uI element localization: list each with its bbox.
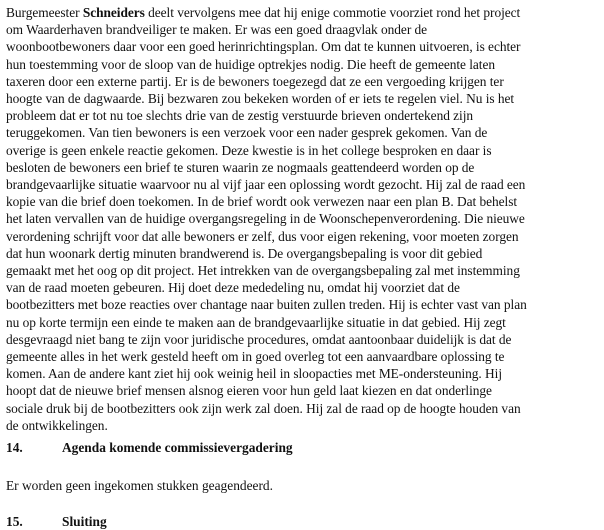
section-15-heading xyxy=(6,514,107,530)
paragraph-line xyxy=(6,176,598,193)
line-text: nu op korte termijn een einde te maken aan de brandgevaarlijke situatie in dat gebied. Hij zegt xyxy=(6,314,506,330)
paragraph-line xyxy=(6,331,598,348)
line-text: hoogte van de dagwaarde. Bij bezwaren zou bekeken worden of er iets te regelen viel. Nu is het xyxy=(6,91,515,107)
paragraph-line xyxy=(6,107,598,124)
line-text: gemaakt met het oog op dit project. Het intrekken van de overgangsbepaling zal met instemming xyxy=(6,263,520,279)
line-text: het laten vervallen van de huidige overgangsregeling in de Woonschepenverordening. Die nieuwe xyxy=(6,211,525,227)
paragraph-line xyxy=(6,382,598,399)
paragraph-line xyxy=(6,400,598,417)
paragraph-line xyxy=(6,56,598,73)
paragraph-line xyxy=(6,21,598,38)
paragraph-line xyxy=(6,210,598,227)
paragraph-line xyxy=(6,4,598,21)
paragraph-line xyxy=(6,159,598,176)
document-page xyxy=(6,4,598,529)
line-text: woonbootbewoners daar voor een goed herinrichtingsplan. Om dat te kunnen uitvoeren, is echter xyxy=(6,39,521,55)
paragraph-line xyxy=(6,38,598,55)
paragraph-line xyxy=(6,245,598,262)
section-15-title: Sluiting xyxy=(62,514,107,529)
line-text: gemeente alles in het werk gesteld heeft om in goed overleg tot een aanvaardbare oplossing te xyxy=(6,349,505,365)
section-14-text: Er worden geen ingekomen stukken geagendeerd. xyxy=(6,478,273,493)
paragraph-line xyxy=(6,348,598,365)
line-text: Burgemeester xyxy=(6,5,83,20)
speaker-name: Schneiders xyxy=(82,5,145,20)
section-15-number: 15. xyxy=(6,514,23,529)
section-14-title: Agenda komende commissievergadering xyxy=(62,440,293,455)
paragraph-line xyxy=(6,314,598,331)
line-text: probleem dat er tot nu toe slechts drie van de zestig verstuurde brieven ondertekend zijn xyxy=(6,108,474,124)
body-paragraph xyxy=(6,4,598,434)
paragraph-line xyxy=(6,417,598,434)
line-text: taxeren door een externe partij. Er is de bewoners toegezegd dat ze een vergoeding krijgen ter xyxy=(6,73,504,89)
line-text: dat hun woonark dertig minuten brandwerend is. De overgangsbepaling is voor dit gebied xyxy=(6,245,483,261)
line-text: komen. Aan de andere kant ziet hij ook weinig heil in sloopacties met ME-ondersteuning. Hij xyxy=(6,366,502,382)
paragraph-line xyxy=(6,124,598,141)
paragraph-line xyxy=(6,262,598,279)
paragraph-line xyxy=(6,365,598,382)
line-text: sociale druk bij de bootbezitters ook zijn werk zal doen. Hij zal de raad op de hoogte houden van xyxy=(6,400,521,416)
section-14-heading xyxy=(6,440,293,456)
line-text: kopie van die brief doen toekomen. In de brief wordt ook verwezen naar een plan B. Dat behelst xyxy=(6,194,518,210)
section-14-number: 14. xyxy=(6,440,23,455)
line-text: desgevraagd niet bang te zijn voor juridische procedures, omdat aantoonbaar duidelijk is dat de xyxy=(6,331,512,347)
paragraph-line xyxy=(6,90,598,107)
line-text: overige is geen enkele reactie gekomen. Deze kwestie is in het college besproken en daar is xyxy=(6,142,492,158)
line-text: de ontwikkelingen. xyxy=(6,417,108,433)
paragraph-line xyxy=(6,193,598,210)
line-text: bootbezitters met boze reacties over chantage naar buiten zullen treden. Hij is echter vast van plan xyxy=(6,297,527,313)
paragraph-line xyxy=(6,142,598,159)
paragraph-line xyxy=(6,279,598,296)
paragraph-line xyxy=(6,228,598,245)
line-text: om Waarderhaven brandveiliger te maken. Er was een goed draagvlak onder de xyxy=(6,22,428,38)
paragraph-line xyxy=(6,296,598,313)
line-text: verordening schrijft voor dat alle bewoners er zelf, dus voor eigen rekening, voor moeten zorgen xyxy=(6,228,519,244)
line-text: teruggekomen. Van tien bewoners is een verzoek voor een nader gesprek gekomen. Van de xyxy=(6,125,488,141)
line-text: hoopt dat de nieuwe brief mensen alsnog eieren voor hun geld laat kiezen en dat onderlinge xyxy=(6,383,492,399)
line-text: besloten de bewoners een brief te sturen waarin ze nogmaals geattendeerd worden op de xyxy=(6,159,475,175)
line-text: hun toestemming voor de sloop van de huidige optrekjes nodig. Die heeft de gemeente laten xyxy=(6,56,496,72)
line-text: deelt vervolgens mee dat hij enige commotie voorziet rond het project xyxy=(144,5,521,20)
paragraph-line xyxy=(6,73,598,90)
line-text: van de raad moeten gebeuren. Hij doet deze mededeling nu, omdat hij voorziet dat de xyxy=(6,280,460,296)
line-text: brandgevaarlijke situatie waarvoor nu al vijf jaar een oplossing wordt gezocht. Hij zal de raad een xyxy=(6,177,526,193)
